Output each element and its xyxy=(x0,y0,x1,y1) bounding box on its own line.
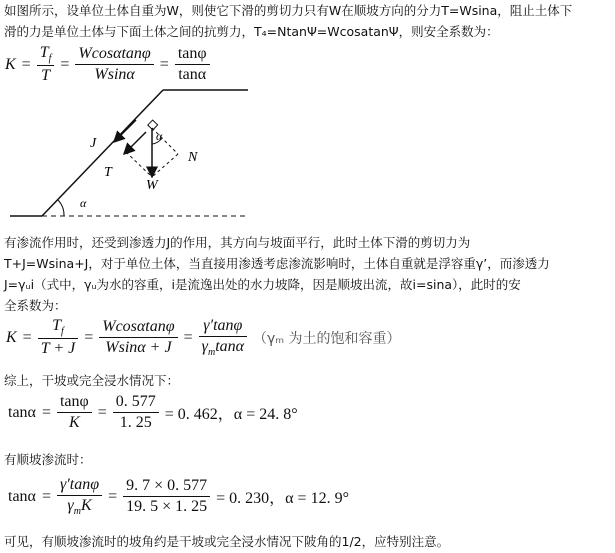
eq2-fraction-3: $\frac{\gamma'\tan\varphi}{\gamma_m\tan\alpha}$ xyxy=(199,317,247,358)
eq1-fraction-1: $\frac{T_f}{T}$ xyxy=(37,44,55,85)
para2-line1: 有渗流作用时，还受到渗透力J的作用，其方向与坡面平行，此时土体下滑的剪切力为 xyxy=(4,235,471,250)
para1-line2: 滑的力是单位土体与下面土体之间的抗剪力，T₄=NtanΨ=WcosatanΨ，则安全系数为： xyxy=(4,24,499,39)
eq1-lhs: K xyxy=(5,55,16,73)
arrow-T xyxy=(124,132,146,154)
eq2-note: （γₘ 为土的饱和容重） xyxy=(253,330,401,347)
label-N: N xyxy=(188,150,198,165)
para2-line3: J=γᵤi（式中，γᵤ为水的容重，i是流逸出处的水力坡降，因是顺坡出流，故i=sina），此时的安 xyxy=(4,277,521,292)
label-W: W xyxy=(146,178,158,193)
eq4-fraction-1: $\frac{\gamma'\tan\varphi}{\gamma_mK}$ xyxy=(57,476,102,517)
arrow-J xyxy=(114,120,136,142)
slope-figure xyxy=(0,80,260,225)
eq2-fraction-1: $\frac{T_f}{T + J}$ xyxy=(38,317,79,358)
eq4-fraction-2: $\frac{9. 7 \times 0. 577}{19. 5 \times 1. 25}$ xyxy=(123,477,210,516)
equation-safety-factor-seepage: K = $\frac{T_f}{T + J}$ = $\frac{Wcos\alpha\tan\varphi}{Wsin\alpha + J}$ = $\frac{\gamma'\tan\varphi}{\gamma_m\tan\alpha}$ （γₘ 为土的饱和容重） xyxy=(6,317,401,359)
eq1-fraction-3: $\frac{\tan\varphi}{\tan\alpha}$ xyxy=(175,45,210,84)
label-J: J xyxy=(90,136,97,151)
eq3-fraction-1: $\frac{\tan\varphi}{K}$ xyxy=(57,393,92,432)
label-T: T xyxy=(104,165,112,180)
equation-slope-angle-dry: tanα = $\frac{\tan\varphi}{K}$ = $\frac{0. 577}{1. 25}$ = 0. 462，α = 24. 8° xyxy=(8,393,298,431)
eq2-fraction-2: $\frac{Wcos\alpha\tan\varphi}{Wsin\alpha + J}$ xyxy=(99,318,177,357)
eq3-result: = 0. 462，α = 24. 8° xyxy=(164,406,298,423)
para1-line1: 如图所示，设单位土体自重为W，则使它下滑的剪切力只有W在顺坡方向的分力T=Wsina，阻止土体下 xyxy=(4,3,573,18)
eq1-fraction-2: $\frac{Wcos\alpha\tan\varphi}{Wsin\alpha}$ xyxy=(75,45,153,84)
label-alpha-top: α xyxy=(156,129,163,143)
dashed-component-1 xyxy=(126,152,152,177)
eq4-result: = 0. 230，α = 12. 9° xyxy=(216,490,349,508)
equation-slope-angle-seepage: tanα = $\frac{\gamma'\tan\varphi}{\gamma_mK}$ = $\frac{9. 7 \times 0. 577}{19. 5 \times 1. 25}$ = 0. 230，α = 12. 9° xyxy=(8,476,349,518)
para5-text: 可见，有顺坡渗流时的坡角约是干坡或完全浸水情况下陂角的1/2，应特别注意。 xyxy=(4,534,450,549)
para4-text: 有顺坡渗流时： xyxy=(4,452,92,467)
eq3-fraction-2: $\frac{0. 577}{1. 25}$ xyxy=(113,393,159,432)
angle-arc-base xyxy=(58,200,64,216)
equation-safety-factor-dry: K = $\frac{T_f}{T}$ = $\frac{Wcos\alpha\tan\varphi}{Wsin\alpha}$ = $\frac{\tan\varphi}{\tan\alpha}$ xyxy=(5,44,210,85)
slope-surface xyxy=(42,90,163,216)
label-alpha-base: α xyxy=(80,196,87,210)
dashed-component-2 xyxy=(152,154,178,177)
para3-text: 综上，干坡或完全浸水情况下： xyxy=(4,373,180,388)
para2-line4: 全系数为： xyxy=(4,298,67,313)
para2-line2: T+J=Wsina+J，对于单位土体，当直接用渗透考虑渗流影响时，土体自重就是浮容重γ’，而渗透力 xyxy=(4,256,550,271)
